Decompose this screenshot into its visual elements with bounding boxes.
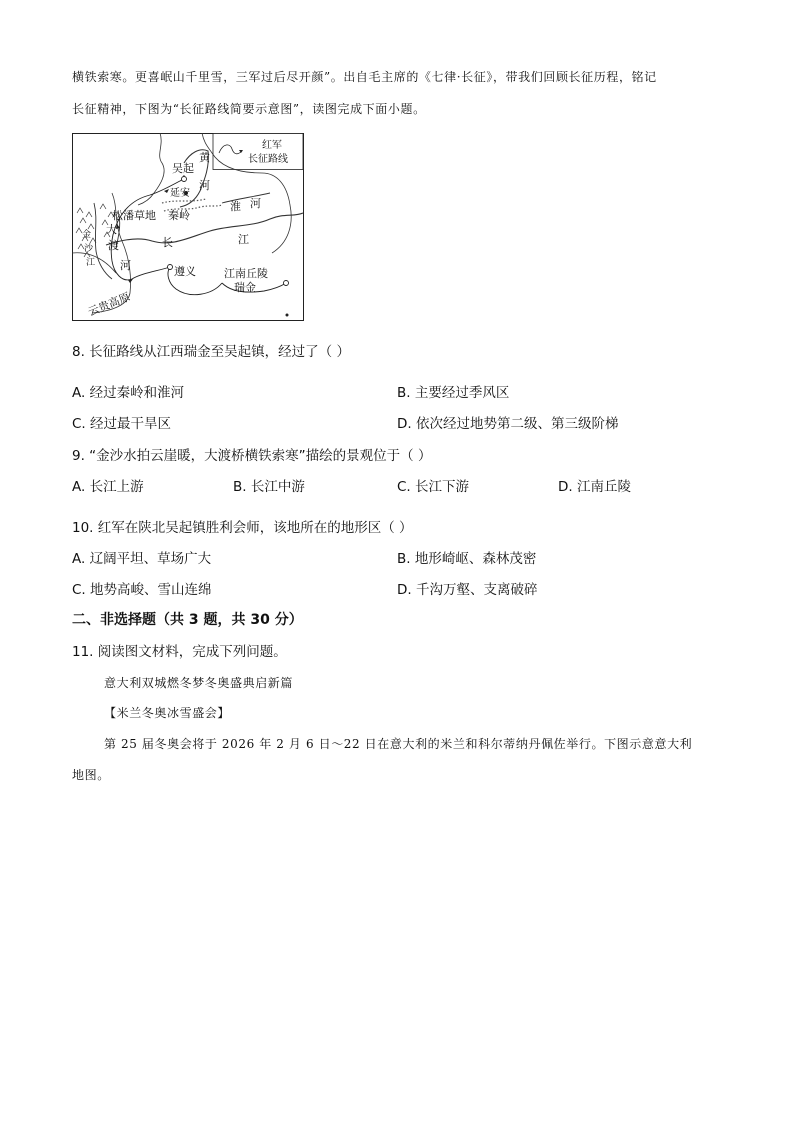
q10-option-c[interactable]: C. 地势高峻、雪山连绵 [72, 582, 212, 598]
label-jiangnan: 江南丘陵 [224, 267, 268, 280]
q9-option-b[interactable]: B. 长江中游 [233, 479, 305, 495]
intro-line-2: 长征精神，下图为“长征路线简要示意图”，读图完成下面小题。 [72, 102, 426, 116]
q9-option-c[interactable]: C. 长江下游 [397, 479, 470, 495]
label-da: 大 [106, 223, 117, 236]
legend-label-2: 长征路线 [248, 154, 288, 165]
q8-option-b[interactable]: B. 主要经过季风区 [397, 385, 510, 401]
legend-label-1: 红军 [262, 140, 282, 151]
label-he2: 河 [250, 197, 261, 210]
q9-option-a[interactable]: A. 长江上游 [72, 479, 144, 495]
label-jiang2: 江 [86, 258, 96, 268]
label-he3: 河 [120, 259, 131, 272]
long-march-route [111, 175, 222, 295]
label-du: 渡 [108, 239, 119, 252]
question-8-stem: 8. 长征路线从江西瑞金至吴起镇，经过了（ ） [72, 344, 350, 360]
intro-line-1: 横铁索寒。更喜岷山千里雪，三军过后尽开颜”。出自毛主席的《七律·长征》，带我们回顾长征历程，铭记 [72, 70, 657, 84]
material-paragraph-line-1: 第 25 届冬奥会将于 2026 年 2 月 6 日～22 日在意大利的米兰和科尔蒂纳丹佩佐举行。下图示意意大利 [104, 737, 693, 751]
long-march-route-map [72, 133, 304, 321]
q8-option-a[interactable]: A. 经过秦岭和淮河 [72, 385, 185, 401]
q9-option-d[interactable]: D. 江南丘陵 [558, 479, 631, 495]
ruijin-marker [284, 281, 289, 286]
question-11-stem: 11. 阅读图文材料，完成下列问题。 [72, 644, 287, 660]
label-huang: 黄 [199, 151, 210, 164]
material-paragraph-line-2: 地图。 [72, 768, 110, 782]
label-chang: 长 [162, 236, 173, 249]
label-jin: 金 [82, 230, 92, 240]
q8-option-d[interactable]: D. 依次经过地势第二级、第三级阶梯 [397, 416, 619, 432]
label-qinling: 秦岭 [168, 209, 190, 222]
label-he1: 河 [199, 179, 210, 192]
label-jiang: 江 [238, 233, 249, 246]
label-sha: 沙 [84, 244, 94, 254]
label-ruijin: 瑞金 [234, 281, 256, 294]
material-subtitle: 意大利双城燃冬梦冬奥盛典启新篇 [104, 676, 294, 690]
q10-option-d[interactable]: D. 千沟万壑、支离破碎 [397, 582, 538, 598]
material-bracket-title: 【米兰冬奥冰雪盛会】 [104, 706, 231, 720]
wuqi-marker [182, 177, 187, 182]
zunyi-marker [168, 265, 173, 270]
q8-option-c[interactable]: C. 经过最干旱区 [72, 416, 172, 432]
q10-option-b[interactable]: B. 地形崎岖、森林茂密 [397, 551, 537, 567]
q10-option-a[interactable]: A. 辽阔平坦、草场广大 [72, 551, 212, 567]
label-yanan: 延安 [170, 188, 190, 199]
label-zunyi: 遵义 [174, 265, 196, 278]
label-wuqi: 吴起 [172, 162, 194, 175]
label-huai: 淮 [230, 200, 241, 213]
section-2-heading: 二、非选择题（共 3 题，共 30 分） [72, 612, 303, 628]
label-songpan: 松潘草地 [112, 209, 156, 222]
question-10-stem: 10. 红军在陕北吴起镇胜利会师，该地所在的地形区（ ） [72, 520, 413, 536]
label-yungui: 云贵高原 [86, 290, 132, 319]
question-9-stem: 9. “金沙水拍云崖暖，大渡桥横铁索寒”描绘的景观位于（ ） [72, 448, 432, 464]
